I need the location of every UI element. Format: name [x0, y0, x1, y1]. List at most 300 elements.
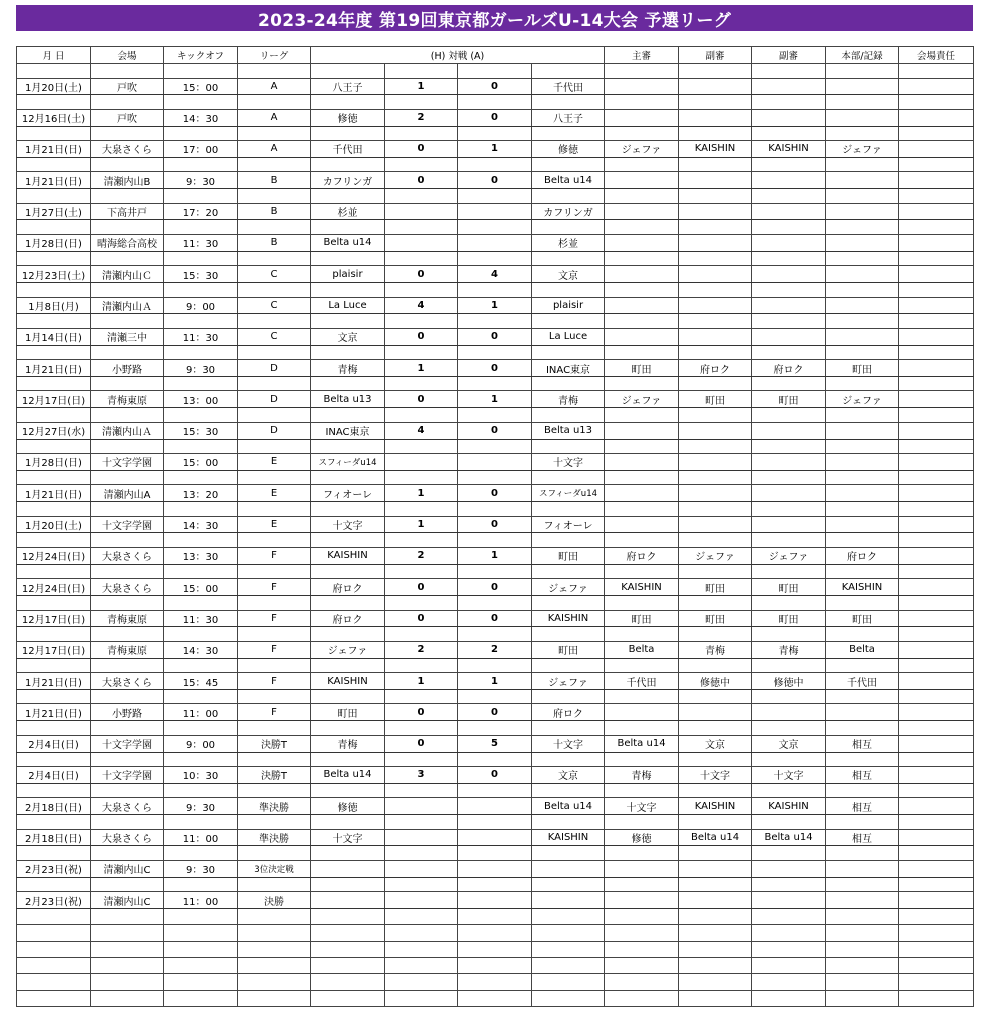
empty-cell[interactable] — [164, 925, 238, 941]
cell-kickoff[interactable]: 11：30 — [164, 234, 238, 251]
empty-cell[interactable] — [385, 815, 458, 830]
empty-cell[interactable] — [532, 925, 605, 941]
empty-cell[interactable] — [311, 974, 385, 990]
cell-score-away[interactable] — [458, 798, 532, 815]
empty-cell[interactable] — [826, 533, 899, 548]
cell-kickoff[interactable]: 13：00 — [164, 391, 238, 408]
cell-home-team[interactable]: 千代田 — [311, 141, 385, 158]
cell-league[interactable]: D — [238, 422, 311, 439]
cell-league[interactable]: E — [238, 454, 311, 471]
empty-cell[interactable] — [311, 909, 385, 925]
empty-cell[interactable] — [826, 596, 899, 611]
empty-cell[interactable] — [458, 157, 532, 172]
cell-assistant1[interactable]: 府ロク — [679, 360, 752, 377]
empty-cell[interactable] — [679, 909, 752, 925]
empty-cell[interactable] — [458, 941, 532, 957]
cell-date[interactable]: 1月14日(日) — [17, 328, 91, 345]
cell-home-team[interactable] — [311, 860, 385, 877]
cell-away-team[interactable] — [532, 860, 605, 877]
cell-away-team[interactable]: 千代田 — [532, 78, 605, 95]
empty-cell[interactable] — [311, 877, 385, 892]
cell-date[interactable]: 1月28日(日) — [17, 234, 91, 251]
cell-score-away[interactable]: 2 — [458, 641, 532, 658]
cell-kickoff[interactable]: 15：00 — [164, 579, 238, 596]
cell-date[interactable]: 1月27日(土) — [17, 203, 91, 220]
empty-cell[interactable] — [385, 283, 458, 298]
cell-away-team[interactable]: Belta u14 — [532, 172, 605, 189]
empty-cell[interactable] — [17, 658, 91, 673]
empty-cell[interactable] — [311, 564, 385, 579]
cell-score-home[interactable]: 0 — [385, 141, 458, 158]
cell-venue-manager[interactable] — [899, 172, 974, 189]
empty-cell[interactable] — [458, 721, 532, 736]
cell-venue-manager[interactable] — [899, 547, 974, 564]
cell-venue-manager[interactable] — [899, 735, 974, 752]
cell-assistant2[interactable] — [752, 266, 826, 283]
empty-cell[interactable] — [311, 533, 385, 548]
cell-assistant2[interactable] — [752, 109, 826, 126]
cell-home-team[interactable]: KAISHIN — [311, 547, 385, 564]
cell-score-away[interactable]: 1 — [458, 297, 532, 314]
empty-cell[interactable] — [605, 345, 679, 360]
cell-assistant2[interactable]: 町田 — [752, 391, 826, 408]
cell-venue[interactable]: 大泉さくら — [91, 798, 164, 815]
cell-score-away[interactable]: 0 — [458, 360, 532, 377]
empty-cell[interactable] — [238, 957, 311, 973]
cell-away-team[interactable]: 十文字 — [532, 454, 605, 471]
cell-venue-manager[interactable] — [899, 579, 974, 596]
empty-cell[interactable] — [17, 251, 91, 266]
cell-venue-manager[interactable] — [899, 610, 974, 627]
empty-cell[interactable] — [605, 877, 679, 892]
cell-assistant1[interactable] — [679, 892, 752, 909]
empty-cell[interactable] — [311, 376, 385, 391]
cell-score-away[interactable]: 0 — [458, 767, 532, 784]
cell-home-team[interactable]: 修徳 — [311, 109, 385, 126]
empty-cell[interactable] — [385, 408, 458, 423]
cell-venue-manager[interactable] — [899, 328, 974, 345]
cell-league[interactable]: 決勝T — [238, 767, 311, 784]
empty-cell[interactable] — [899, 502, 974, 517]
empty-cell[interactable] — [17, 596, 91, 611]
cell-league[interactable]: C — [238, 328, 311, 345]
cell-referee[interactable]: 千代田 — [605, 673, 679, 690]
cell-league[interactable]: 準決勝 — [238, 829, 311, 846]
cell-assistant1[interactable] — [679, 234, 752, 251]
cell-league[interactable]: B — [238, 234, 311, 251]
cell-home-team[interactable]: 町田 — [311, 704, 385, 721]
cell-score-away[interactable]: 0 — [458, 516, 532, 533]
cell-hq[interactable]: Belta — [826, 641, 899, 658]
cell-referee[interactable] — [605, 516, 679, 533]
cell-home-team[interactable]: Belta u13 — [311, 391, 385, 408]
empty-cell[interactable] — [679, 941, 752, 957]
empty-cell[interactable] — [458, 925, 532, 941]
empty-cell[interactable] — [679, 974, 752, 990]
empty-cell[interactable] — [679, 470, 752, 485]
empty-cell[interactable] — [458, 974, 532, 990]
empty-cell[interactable] — [899, 627, 974, 642]
cell-hq[interactable]: KAISHIN — [826, 579, 899, 596]
empty-cell[interactable] — [91, 564, 164, 579]
empty-cell[interactable] — [385, 251, 458, 266]
empty-cell[interactable] — [752, 157, 826, 172]
empty-cell[interactable] — [679, 64, 752, 79]
cell-assistant2[interactable]: 青梅 — [752, 641, 826, 658]
cell-score-home[interactable]: 1 — [385, 516, 458, 533]
empty-cell[interactable] — [532, 95, 605, 110]
cell-away-team[interactable]: KAISHIN — [532, 610, 605, 627]
cell-score-home[interactable]: 3 — [385, 767, 458, 784]
empty-cell[interactable] — [17, 314, 91, 329]
cell-score-home[interactable]: 0 — [385, 735, 458, 752]
empty-cell[interactable] — [164, 533, 238, 548]
empty-cell[interactable] — [385, 126, 458, 141]
empty-cell[interactable] — [899, 941, 974, 957]
cell-score-home[interactable]: 1 — [385, 360, 458, 377]
cell-home-team[interactable]: スフィーダu14 — [311, 454, 385, 471]
cell-away-team[interactable]: 青梅 — [532, 391, 605, 408]
empty-cell[interactable] — [458, 658, 532, 673]
cell-score-away[interactable]: 0 — [458, 422, 532, 439]
cell-hq[interactable] — [826, 78, 899, 95]
empty-cell[interactable] — [311, 470, 385, 485]
empty-cell[interactable] — [164, 815, 238, 830]
cell-kickoff[interactable]: 11：30 — [164, 328, 238, 345]
cell-referee[interactable] — [605, 297, 679, 314]
empty-cell[interactable] — [91, 596, 164, 611]
empty-cell[interactable] — [826, 815, 899, 830]
cell-kickoff[interactable]: 11：30 — [164, 610, 238, 627]
empty-cell[interactable] — [899, 752, 974, 767]
empty-cell[interactable] — [605, 925, 679, 941]
empty-cell[interactable] — [238, 564, 311, 579]
cell-league[interactable]: B — [238, 203, 311, 220]
empty-cell[interactable] — [532, 877, 605, 892]
cell-kickoff[interactable]: 9：30 — [164, 172, 238, 189]
empty-cell[interactable] — [17, 815, 91, 830]
header-kickoff[interactable]: キックオフ — [164, 47, 238, 64]
cell-league[interactable]: 決勝 — [238, 892, 311, 909]
empty-cell[interactable] — [17, 564, 91, 579]
cell-date[interactable]: 1月21日(日) — [17, 485, 91, 502]
empty-cell[interactable] — [826, 470, 899, 485]
empty-cell[interactable] — [532, 752, 605, 767]
cell-assistant2[interactable] — [752, 78, 826, 95]
empty-cell[interactable] — [532, 126, 605, 141]
cell-venue-manager[interactable] — [899, 767, 974, 784]
empty-cell[interactable] — [311, 345, 385, 360]
empty-cell[interactable] — [752, 314, 826, 329]
empty-cell[interactable] — [385, 95, 458, 110]
cell-league[interactable]: F — [238, 610, 311, 627]
cell-kickoff[interactable]: 17：20 — [164, 203, 238, 220]
cell-date[interactable]: 1月21日(日) — [17, 172, 91, 189]
empty-cell[interactable] — [458, 783, 532, 798]
empty-cell[interactable] — [164, 251, 238, 266]
cell-hq[interactable]: 相互 — [826, 735, 899, 752]
empty-cell[interactable] — [238, 345, 311, 360]
empty-cell[interactable] — [458, 596, 532, 611]
empty-cell[interactable] — [605, 283, 679, 298]
cell-venue[interactable]: 大泉さくら — [91, 547, 164, 564]
empty-cell[interactable] — [164, 877, 238, 892]
empty-cell[interactable] — [17, 64, 91, 79]
empty-cell[interactable] — [311, 721, 385, 736]
cell-score-home[interactable] — [385, 798, 458, 815]
cell-venue[interactable]: 十文字学園 — [91, 767, 164, 784]
cell-league[interactable]: D — [238, 360, 311, 377]
cell-assistant1[interactable]: KAISHIN — [679, 141, 752, 158]
empty-cell[interactable] — [385, 721, 458, 736]
empty-cell[interactable] — [899, 408, 974, 423]
empty-cell[interactable] — [899, 596, 974, 611]
empty-cell[interactable] — [679, 752, 752, 767]
empty-cell[interactable] — [826, 157, 899, 172]
empty-cell[interactable] — [17, 189, 91, 204]
cell-hq[interactable]: ジェファ — [826, 141, 899, 158]
cell-venue-manager[interactable] — [899, 454, 974, 471]
empty-cell[interactable] — [458, 752, 532, 767]
empty-cell[interactable] — [752, 470, 826, 485]
cell-league[interactable]: 準決勝 — [238, 798, 311, 815]
cell-hq[interactable]: 相互 — [826, 829, 899, 846]
empty-cell[interactable] — [238, 439, 311, 454]
cell-venue-manager[interactable] — [899, 360, 974, 377]
cell-venue[interactable]: 大泉さくら — [91, 141, 164, 158]
empty-cell[interactable] — [311, 95, 385, 110]
cell-kickoff[interactable]: 14：30 — [164, 516, 238, 533]
cell-score-away[interactable]: 0 — [458, 579, 532, 596]
empty-cell[interactable] — [164, 314, 238, 329]
cell-score-home[interactable]: 0 — [385, 579, 458, 596]
empty-cell[interactable] — [238, 189, 311, 204]
empty-cell[interactable] — [238, 721, 311, 736]
empty-cell[interactable] — [238, 157, 311, 172]
cell-assistant2[interactable] — [752, 516, 826, 533]
empty-cell[interactable] — [164, 752, 238, 767]
empty-cell[interactable] — [899, 314, 974, 329]
empty-cell[interactable] — [899, 95, 974, 110]
header-venue[interactable]: 会場 — [91, 47, 164, 64]
empty-cell[interactable] — [385, 974, 458, 990]
empty-cell[interactable] — [752, 721, 826, 736]
cell-hq[interactable] — [826, 297, 899, 314]
empty-cell[interactable] — [385, 689, 458, 704]
empty-cell[interactable] — [238, 627, 311, 642]
empty-cell[interactable] — [17, 126, 91, 141]
empty-cell[interactable] — [164, 95, 238, 110]
cell-away-team[interactable]: 町田 — [532, 641, 605, 658]
header-hq[interactable]: 本部/記録 — [826, 47, 899, 64]
cell-away-team[interactable]: スフィーダu14 — [532, 485, 605, 502]
empty-cell[interactable] — [826, 126, 899, 141]
cell-assistant1[interactable]: 十文字 — [679, 767, 752, 784]
empty-cell[interactable] — [532, 345, 605, 360]
empty-cell[interactable] — [17, 957, 91, 973]
cell-referee[interactable] — [605, 860, 679, 877]
cell-hq[interactable] — [826, 892, 899, 909]
cell-assistant2[interactable]: 府ロク — [752, 360, 826, 377]
empty-cell[interactable] — [91, 815, 164, 830]
cell-league[interactable]: C — [238, 266, 311, 283]
cell-venue-manager[interactable] — [899, 485, 974, 502]
cell-kickoff[interactable]: 13：20 — [164, 485, 238, 502]
empty-cell[interactable] — [532, 909, 605, 925]
cell-hq[interactable] — [826, 422, 899, 439]
empty-cell[interactable] — [238, 596, 311, 611]
header-venue-manager[interactable]: 会場責任 — [899, 47, 974, 64]
cell-score-home[interactable] — [385, 860, 458, 877]
cell-kickoff[interactable]: 11：00 — [164, 829, 238, 846]
empty-cell[interactable] — [91, 941, 164, 957]
cell-league[interactable]: E — [238, 485, 311, 502]
empty-cell[interactable] — [679, 990, 752, 1006]
empty-cell[interactable] — [17, 783, 91, 798]
empty-cell[interactable] — [826, 502, 899, 517]
empty-cell[interactable] — [17, 157, 91, 172]
cell-venue-manager[interactable] — [899, 829, 974, 846]
empty-cell[interactable] — [826, 189, 899, 204]
cell-kickoff[interactable]: 15：00 — [164, 454, 238, 471]
empty-cell[interactable] — [385, 189, 458, 204]
empty-cell[interactable] — [458, 689, 532, 704]
empty-cell[interactable] — [826, 846, 899, 861]
empty-cell[interactable] — [605, 189, 679, 204]
empty-cell[interactable] — [679, 721, 752, 736]
empty-cell[interactable] — [385, 220, 458, 235]
cell-score-home[interactable] — [385, 892, 458, 909]
cell-kickoff[interactable]: 9：30 — [164, 860, 238, 877]
empty-cell[interactable] — [458, 877, 532, 892]
empty-cell[interactable] — [899, 990, 974, 1006]
cell-venue[interactable]: 清瀬内山B — [91, 172, 164, 189]
empty-cell[interactable] — [238, 689, 311, 704]
cell-venue[interactable]: 大泉さくら — [91, 673, 164, 690]
empty-cell[interactable] — [752, 126, 826, 141]
cell-referee[interactable] — [605, 485, 679, 502]
empty-cell[interactable] — [605, 95, 679, 110]
cell-date[interactable]: 12月24日(日) — [17, 547, 91, 564]
empty-cell[interactable] — [679, 314, 752, 329]
cell-date[interactable]: 1月20日(土) — [17, 78, 91, 95]
empty-cell[interactable] — [164, 974, 238, 990]
empty-cell[interactable] — [752, 189, 826, 204]
empty-cell[interactable] — [605, 815, 679, 830]
empty-cell[interactable] — [605, 689, 679, 704]
empty-cell[interactable] — [826, 64, 899, 79]
cell-assistant2[interactable] — [752, 454, 826, 471]
cell-home-team[interactable]: Belta u14 — [311, 234, 385, 251]
empty-cell[interactable] — [458, 502, 532, 517]
empty-cell[interactable] — [458, 345, 532, 360]
cell-kickoff[interactable]: 15：30 — [164, 422, 238, 439]
empty-cell[interactable] — [311, 783, 385, 798]
empty-cell[interactable] — [385, 533, 458, 548]
empty-cell[interactable] — [679, 846, 752, 861]
empty-cell[interactable] — [532, 941, 605, 957]
empty-cell[interactable] — [605, 846, 679, 861]
empty-cell[interactable] — [679, 126, 752, 141]
empty-cell[interactable] — [532, 189, 605, 204]
empty-cell[interactable] — [17, 974, 91, 990]
empty-cell[interactable] — [164, 689, 238, 704]
empty-cell[interactable] — [899, 64, 974, 79]
cell-home-team[interactable]: 府ロク — [311, 610, 385, 627]
empty-cell[interactable] — [679, 376, 752, 391]
empty-cell[interactable] — [679, 925, 752, 941]
empty-cell[interactable] — [238, 877, 311, 892]
empty-cell[interactable] — [679, 957, 752, 973]
cell-venue-manager[interactable] — [899, 141, 974, 158]
empty-cell[interactable] — [311, 439, 385, 454]
cell-home-team[interactable]: 十文字 — [311, 516, 385, 533]
cell-home-team[interactable]: Belta u14 — [311, 767, 385, 784]
empty-cell[interactable] — [385, 64, 458, 79]
empty-cell[interactable] — [311, 126, 385, 141]
empty-cell[interactable] — [752, 815, 826, 830]
empty-cell[interactable] — [458, 470, 532, 485]
cell-date[interactable]: 12月24日(日) — [17, 579, 91, 596]
empty-cell[interactable] — [826, 925, 899, 941]
cell-score-home[interactable]: 1 — [385, 485, 458, 502]
cell-home-team[interactable]: 八王子 — [311, 78, 385, 95]
empty-cell[interactable] — [605, 974, 679, 990]
empty-cell[interactable] — [238, 909, 311, 925]
cell-kickoff[interactable]: 9：30 — [164, 360, 238, 377]
empty-cell[interactable] — [899, 957, 974, 973]
empty-cell[interactable] — [605, 783, 679, 798]
empty-cell[interactable] — [532, 990, 605, 1006]
cell-score-home[interactable]: 2 — [385, 109, 458, 126]
empty-cell[interactable] — [679, 689, 752, 704]
empty-cell[interactable] — [605, 157, 679, 172]
cell-away-team[interactable]: ジェファ — [532, 673, 605, 690]
cell-hq[interactable]: 相互 — [826, 798, 899, 815]
empty-cell[interactable] — [899, 974, 974, 990]
empty-cell[interactable] — [238, 470, 311, 485]
empty-cell[interactable] — [679, 283, 752, 298]
cell-kickoff[interactable]: 14：30 — [164, 109, 238, 126]
empty-cell[interactable] — [17, 627, 91, 642]
empty-cell[interactable] — [752, 957, 826, 973]
cell-score-away[interactable] — [458, 860, 532, 877]
empty-cell[interactable] — [679, 815, 752, 830]
empty-cell[interactable] — [238, 990, 311, 1006]
empty-cell[interactable] — [899, 376, 974, 391]
cell-venue-manager[interactable] — [899, 78, 974, 95]
cell-score-home[interactable]: 0 — [385, 266, 458, 283]
empty-cell[interactable] — [17, 95, 91, 110]
empty-cell[interactable] — [532, 957, 605, 973]
empty-cell[interactable] — [164, 439, 238, 454]
empty-cell[interactable] — [238, 658, 311, 673]
cell-referee[interactable]: Belta — [605, 641, 679, 658]
empty-cell[interactable] — [164, 564, 238, 579]
empty-cell[interactable] — [899, 533, 974, 548]
empty-cell[interactable] — [532, 783, 605, 798]
cell-score-home[interactable]: 4 — [385, 297, 458, 314]
empty-cell[interactable] — [91, 783, 164, 798]
empty-cell[interactable] — [679, 189, 752, 204]
empty-cell[interactable] — [899, 689, 974, 704]
cell-assistant2[interactable]: 修徳中 — [752, 673, 826, 690]
cell-hq[interactable] — [826, 516, 899, 533]
cell-venue-manager[interactable] — [899, 704, 974, 721]
cell-assistant1[interactable]: KAISHIN — [679, 798, 752, 815]
cell-assistant2[interactable]: 町田 — [752, 579, 826, 596]
empty-cell[interactable] — [752, 689, 826, 704]
